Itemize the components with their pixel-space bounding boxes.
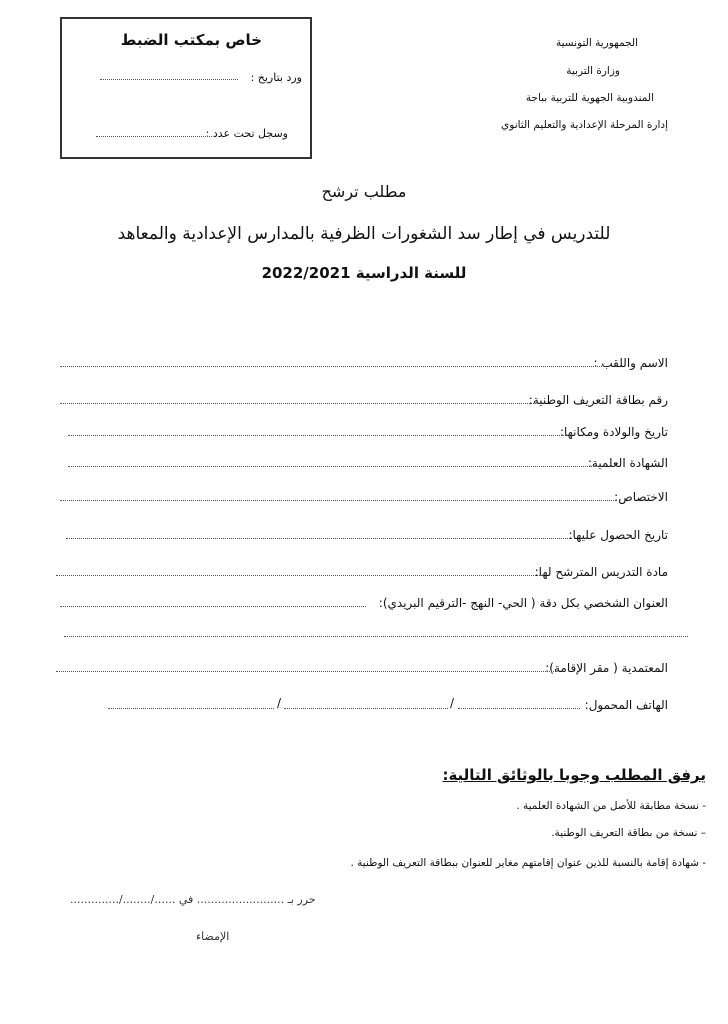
received-date-label: ورد بتاريخ :	[250, 71, 302, 84]
registry-office-box	[60, 17, 312, 159]
document-item: – نسخة من بطاقة التعريف الوطنية.	[551, 827, 706, 839]
specialty-label: الاختصاص:	[614, 490, 668, 504]
birth-label: تاريخ والولادة ومكانها:	[559, 425, 668, 439]
delegation-field[interactable]	[56, 671, 556, 672]
address-field-line1[interactable]	[60, 606, 366, 607]
address-label: العنوان الشخصي بكل دقة ( الحي- النهج -الترقيم البريدي):	[378, 596, 668, 610]
signature-label: الإمضاء	[196, 930, 230, 943]
received-date-field[interactable]	[100, 79, 238, 80]
form-subtitle: للتدريس في إطار سد الشغورات الظرفية بالمدارس الإعدادية والمعاهد	[117, 224, 611, 244]
phone-separator-2: /	[450, 696, 455, 710]
form-year: للسنة الدراسية 2022/2021	[261, 264, 467, 282]
name-field[interactable]	[60, 366, 602, 367]
phone-field-part1[interactable]	[108, 708, 274, 709]
document-item: - نسخة مطابقة للأصل من الشهادة العلمية .	[516, 800, 706, 812]
phone-field-part2[interactable]	[284, 708, 448, 709]
obtained-date-field[interactable]	[66, 538, 572, 539]
address-field-line2[interactable]	[64, 636, 688, 637]
subject-field[interactable]	[56, 575, 544, 576]
office-box-title: خاص بمكتب الضبط	[120, 31, 262, 49]
header-ministry: وزارة التربية	[566, 65, 620, 77]
specialty-field[interactable]	[60, 500, 616, 501]
id-card-label: رقم بطاقة التعريف الوطنية:	[528, 393, 668, 407]
certificate-label: الشهادة العلمية:	[587, 456, 668, 470]
subject-label: مادة التدريس المترشح لها:	[534, 565, 668, 579]
form-title: مطلب ترشح	[321, 182, 407, 201]
header-republic: الجمهورية التونسية	[556, 37, 638, 49]
document-item: - شهادة إقامة بالنسبة للذين عنوان إقامتهم مغاير للعنوان ببطاقة التعريف الوطنية .	[350, 857, 706, 869]
certificate-field[interactable]	[68, 466, 598, 467]
delegation-label: المعتمدية ( مقر الإقامة):	[545, 661, 668, 675]
registration-number-field[interactable]	[96, 136, 212, 137]
header-regional: المندوبية الجهوية للتربية بباجة	[525, 92, 654, 104]
birth-field[interactable]	[68, 435, 570, 436]
registration-number-label: وسجل تحت عدد :	[205, 127, 288, 140]
name-label: الاسم واللقب :	[593, 356, 668, 370]
phone-label: الهاتف المحمول:	[584, 698, 668, 712]
phone-separator-1: /	[277, 696, 282, 710]
documents-title: يرفق المطلب وجوبا بالوثائق التالية:	[442, 766, 706, 784]
phone-field-part3[interactable]	[458, 708, 580, 709]
header-directorate: إدارة المرحلة الإعدادية والتعليم الثانوي	[501, 119, 668, 131]
written-at-line: حرر بـ ......................... في ....../......../..............	[70, 893, 316, 906]
id-card-field[interactable]	[60, 403, 536, 404]
obtained-date-label: تاريخ الحصول عليها:	[568, 528, 668, 542]
